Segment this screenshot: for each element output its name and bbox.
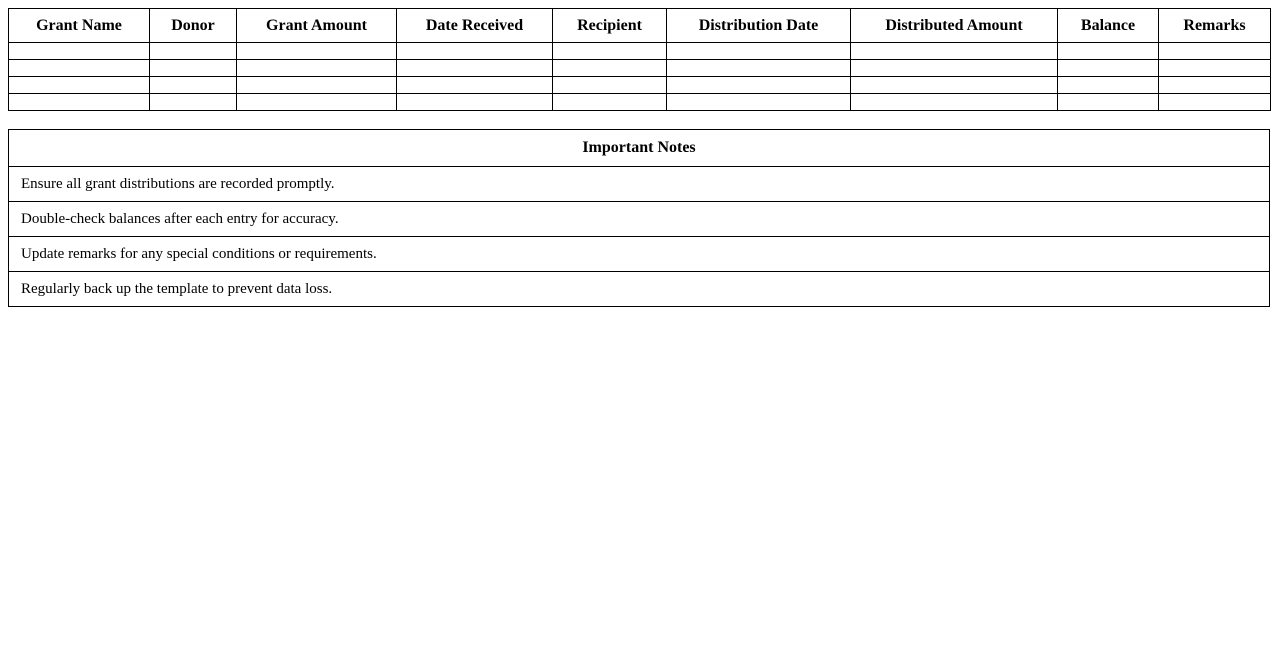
table-row	[9, 43, 1271, 60]
table-cell[interactable]	[553, 60, 667, 77]
table-cell[interactable]	[851, 77, 1058, 94]
header-grant-name: Grant Name	[9, 9, 150, 43]
note-item: Update remarks for any special conditions or requirements.	[9, 237, 1270, 272]
grant-distribution-table	[8, 8, 1271, 111]
table-header-row	[9, 9, 1271, 43]
table-cell[interactable]	[1159, 43, 1271, 60]
table-cell[interactable]	[851, 60, 1058, 77]
table-cell[interactable]	[9, 60, 150, 77]
table-cell[interactable]	[851, 43, 1058, 60]
table-cell[interactable]	[667, 77, 851, 94]
page-content	[8, 8, 1270, 307]
notes-title: Important Notes	[9, 130, 1270, 167]
table-row	[9, 94, 1271, 111]
table-cell[interactable]	[553, 43, 667, 60]
note-item: Double-check balances after each entry for accuracy.	[9, 202, 1270, 237]
table-cell[interactable]	[150, 77, 237, 94]
table-cell[interactable]	[851, 94, 1058, 111]
table-cell[interactable]	[237, 43, 397, 60]
table-row	[9, 77, 1271, 94]
important-notes-table	[8, 129, 1270, 307]
header-distributed-amount: Distributed Amount	[851, 9, 1058, 43]
table-cell[interactable]	[1159, 94, 1271, 111]
header-remarks: Remarks	[1159, 9, 1271, 43]
table-cell[interactable]	[1058, 60, 1159, 77]
table-cell[interactable]	[9, 43, 150, 60]
table-cell[interactable]	[9, 77, 150, 94]
notes-header-row	[9, 130, 1270, 167]
table-cell[interactable]	[1058, 94, 1159, 111]
table-cell[interactable]	[667, 94, 851, 111]
header-donor: Donor	[150, 9, 237, 43]
table-cell[interactable]	[150, 60, 237, 77]
header-balance: Balance	[1058, 9, 1159, 43]
table-cell[interactable]	[237, 60, 397, 77]
table-row	[9, 60, 1271, 77]
note-row	[9, 167, 1270, 202]
table-cell[interactable]	[150, 94, 237, 111]
table-cell[interactable]	[397, 94, 553, 111]
table-cell[interactable]	[397, 77, 553, 94]
header-distribution-date: Distribution Date	[667, 9, 851, 43]
header-grant-amount: Grant Amount	[237, 9, 397, 43]
table-cell[interactable]	[667, 60, 851, 77]
table-cell[interactable]	[150, 43, 237, 60]
table-cell[interactable]	[1058, 43, 1159, 60]
note-row	[9, 202, 1270, 237]
note-item: Regularly back up the template to prevent data loss.	[9, 272, 1270, 307]
note-item: Ensure all grant distributions are recorded promptly.	[9, 167, 1270, 202]
header-date-received: Date Received	[397, 9, 553, 43]
header-recipient: Recipient	[553, 9, 667, 43]
table-cell[interactable]	[397, 60, 553, 77]
table-cell[interactable]	[397, 43, 553, 60]
table-cell[interactable]	[553, 77, 667, 94]
note-row	[9, 272, 1270, 307]
table-cell[interactable]	[237, 94, 397, 111]
table-cell[interactable]	[553, 94, 667, 111]
table-cell[interactable]	[237, 77, 397, 94]
table-cell[interactable]	[1058, 77, 1159, 94]
table-cell[interactable]	[1159, 77, 1271, 94]
note-row	[9, 237, 1270, 272]
table-cell[interactable]	[9, 94, 150, 111]
table-cell[interactable]	[667, 43, 851, 60]
table-cell[interactable]	[1159, 60, 1271, 77]
